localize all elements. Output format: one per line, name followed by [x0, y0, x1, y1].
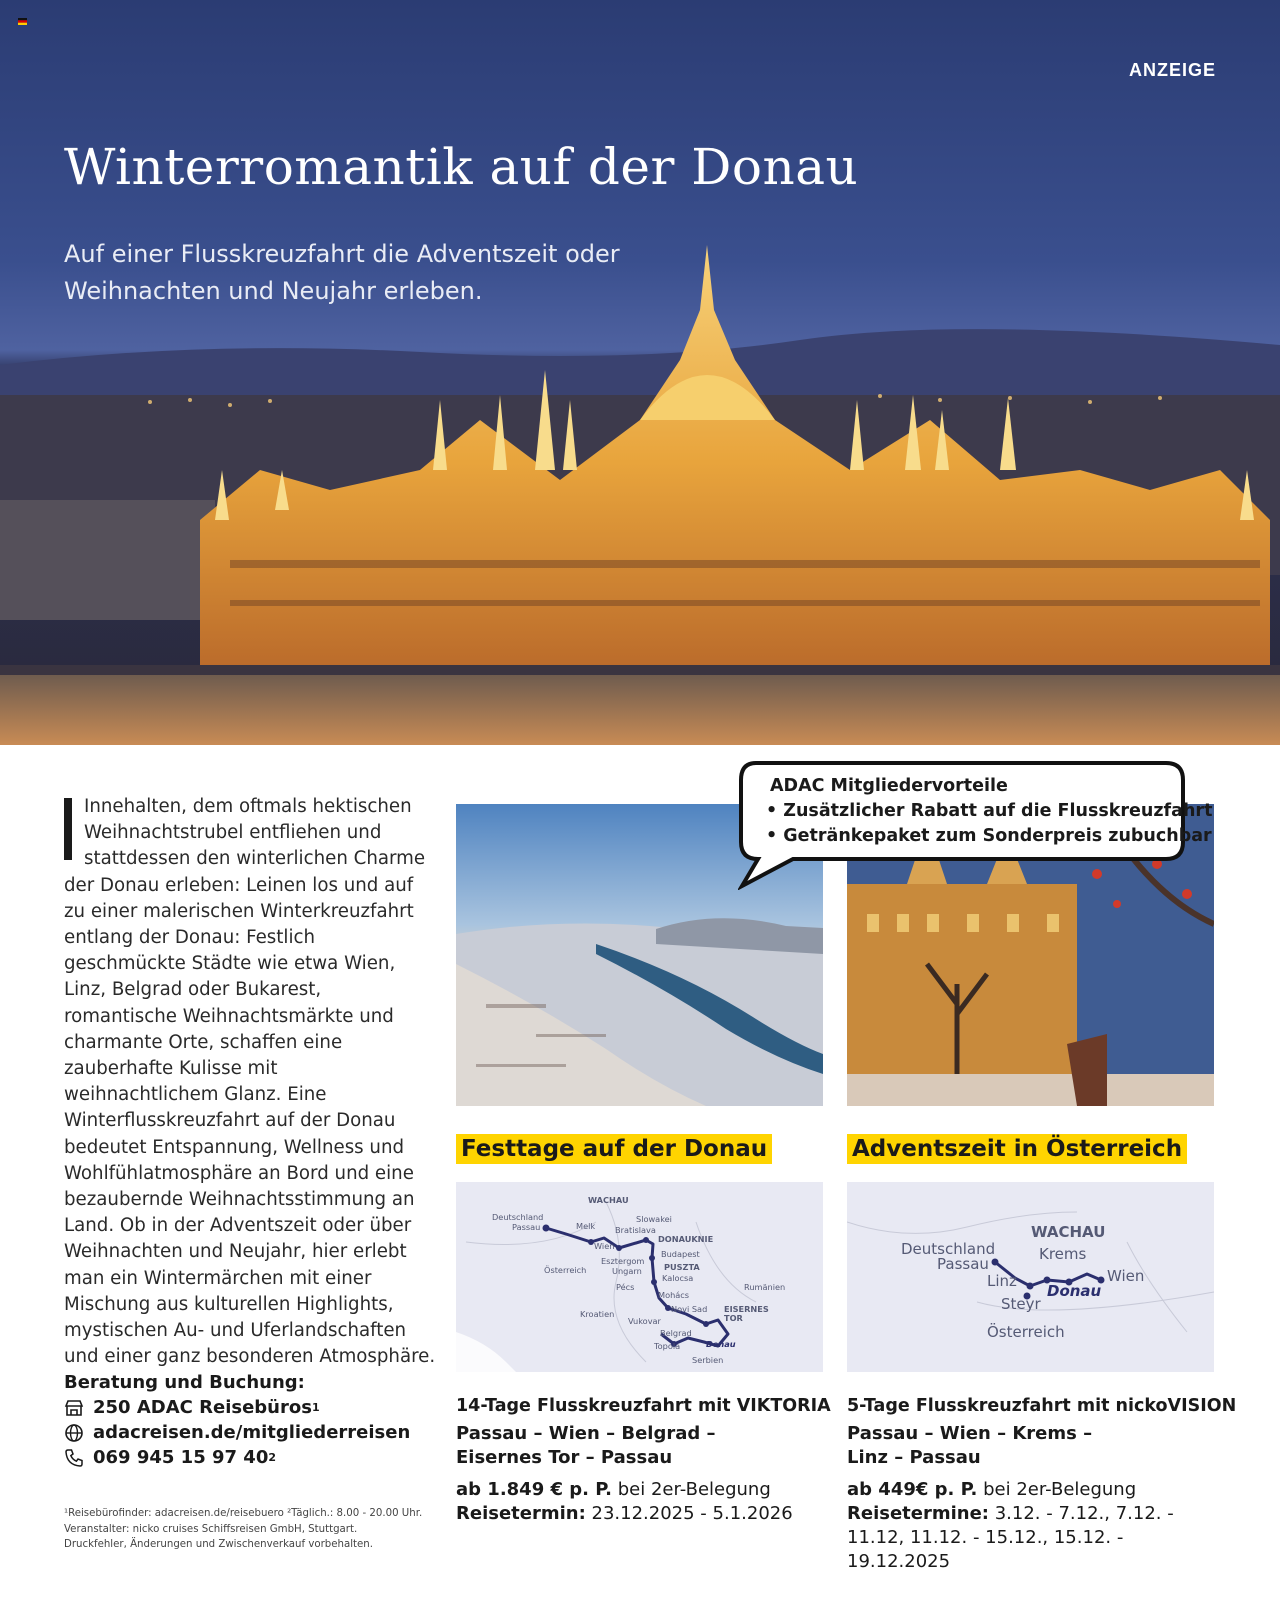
offer-viktoria[interactable]	[456, 1396, 836, 1526]
map-label: Krems	[1039, 1245, 1087, 1263]
offer-price-note: bei 2er-Belegung	[977, 1479, 1137, 1500]
map-label: Rumänien	[744, 1282, 786, 1292]
booking-offices[interactable]	[64, 1395, 444, 1420]
article-text: Innehalten, dem oftmals hektischen Weihnachtstrubel entfliehen und stattdessen den winterlichen Charme der Donau erleben: Leinen los und auf zu einer malerischen Winterkreuzfahrt entlang der Donau: Festlich geschmückte Städte wie etwa Wien, Linz, Belgrad oder Bukarest, romantische Weihnachtsmärkte und charmante Orte, schaffen eine zauberhafte Kulisse mit weihnachtlichem Glanz. Eine Winterflusskreuzfahrt auf der Donau bedeutet Entspannung, Wellness und Wohlfühlatmosphäre an Bord und eine bezaubernde Weihnachtsstimmung an Land. Ob in der Adventszeit oder über Weihnachten und Neujahr, hier erlebt man ein Wintermärchen mit einer Mischung aus kulturellen Highlights, mystischen Au- und Uferlandschaften und einer ganz besonderen Atmosphäre.	[64, 796, 436, 1368]
offer-dates-label: Reisetermin:	[456, 1503, 586, 1524]
map-label: Belgrad	[660, 1328, 692, 1338]
phone-icon	[64, 1448, 84, 1468]
map-label: PUSZTA	[664, 1262, 700, 1272]
map-label: Novi Sad	[671, 1304, 708, 1314]
offer-price: ab 1.849 € p. P.	[456, 1479, 613, 1500]
offer-price-line	[847, 1478, 1227, 1574]
offer-route: Passau – Wien – Belgrad –	[456, 1423, 716, 1444]
offer-price-line	[456, 1478, 836, 1526]
map-label: Budapest	[661, 1249, 700, 1259]
benefit-item: • Getränkepaket zum Sonderpreis zubuchbar	[766, 826, 1212, 846]
offer-route: Passau – Wien – Krems –	[847, 1423, 1093, 1444]
drop-cap-bar	[64, 798, 72, 860]
map-label: EISERNES	[724, 1304, 769, 1314]
booking-info	[64, 1372, 444, 1470]
map-label: Mohács	[658, 1290, 690, 1300]
page-subtitle: Auf einer Flusskreuzfahrt die Adventszeit oder Weihnachten und Neujahr erleben.	[64, 240, 620, 305]
offer-dates: 3.12. - 7.12., 7.12. - 11.12, 11.12. - 15.12., 15.12. - 19.12.2025	[847, 1503, 1174, 1572]
offer-dates-label: Reisetermine:	[847, 1503, 989, 1524]
offer-price: ab 449€ p. P.	[847, 1479, 978, 1500]
map-label: Kalocsa	[662, 1273, 694, 1283]
offer-nickovision[interactable]	[847, 1396, 1237, 1574]
map-label: WACHAU	[1031, 1223, 1106, 1241]
map-label: Bratislava	[615, 1225, 656, 1235]
footnote	[64, 1506, 444, 1553]
map-label: WACHAU	[588, 1195, 629, 1205]
map-label: Serbien	[692, 1355, 724, 1365]
booking-phone-link[interactable]	[64, 1445, 444, 1470]
map-label: Pécs	[616, 1282, 635, 1292]
map-label: Linz	[987, 1272, 1017, 1290]
map-label: Deutschland	[492, 1212, 544, 1222]
map-label: Deutschland	[901, 1240, 996, 1258]
benefits-title: ADAC Mitgliedervorteile	[770, 776, 1008, 796]
map-label: Österreich	[987, 1323, 1065, 1341]
section-title-festtage: Festtage auf der Donau	[456, 1134, 772, 1164]
map-label: Vukovar	[628, 1316, 661, 1326]
route-map-donau	[456, 1182, 823, 1372]
footnote-line: Druckfehler, Änderungen und Zwischenverkauf vorbehalten.	[64, 1539, 374, 1550]
map-label: Wien	[1107, 1267, 1145, 1285]
parliament-night-photo	[0, 0, 1280, 745]
map-label: Ungarn	[612, 1266, 642, 1276]
map-label: Steyr	[1001, 1295, 1041, 1313]
map-label: Wien	[594, 1241, 615, 1251]
map-label: Donau	[706, 1339, 736, 1349]
map-label: Passau	[937, 1255, 989, 1273]
map-label: Donau	[1047, 1282, 1102, 1300]
map-label: Slowakei	[636, 1214, 672, 1224]
booking-url: adacreisen.de/mitgliederreisen	[93, 1422, 411, 1443]
offer-dates: 23.12.2025 - 5.1.2026	[585, 1503, 793, 1524]
booking-website-link[interactable]	[64, 1420, 444, 1445]
offer-heading: 5-Tage Flusskreuzfahrt mit nickoVISION	[847, 1396, 1237, 1416]
offer-price-note: bei 2er-Belegung	[612, 1479, 771, 1500]
benefit-item: • Zusätzlicher Rabatt auf die Flusskreuzfahrt	[766, 801, 1213, 821]
hero-image	[0, 0, 1280, 745]
offer-heading: 14-Tage Flusskreuzfahrt mit VIKTORIA	[456, 1396, 831, 1416]
advertisement-label: ANZEIGE	[1128, 60, 1216, 80]
member-benefits-callout	[738, 760, 1213, 849]
map-label: Österreich	[544, 1265, 587, 1275]
booking-offices-text: 250 ADAC Reisebüros	[93, 1397, 312, 1418]
article-body	[64, 794, 436, 1370]
map-label: Topola	[654, 1341, 681, 1351]
route-map-oesterreich	[847, 1182, 1214, 1372]
map-label: DONAUKNIE	[658, 1234, 714, 1244]
map-label: TOR	[724, 1313, 743, 1323]
footnote-line: ¹Reisebürofinder: adacreisen.de/reisebuero ²Täglich.: 8.00 - 20.00 Uhr.	[64, 1508, 423, 1519]
page-title: Winterromantik auf der Donau	[64, 138, 859, 196]
offer-route: Linz – Passau	[847, 1447, 981, 1468]
map-label: Melk	[576, 1221, 596, 1231]
store-icon	[64, 1398, 84, 1418]
footnote-ref-1: 1	[311, 1401, 320, 1414]
offer-route: Eisernes Tor – Passau	[456, 1447, 673, 1468]
map-label: Esztergom	[601, 1256, 645, 1266]
flag-icon	[18, 18, 27, 25]
globe-icon	[64, 1423, 84, 1443]
section-title-adventszeit: Adventszeit in Österreich	[847, 1134, 1187, 1164]
footnote-line: Veranstalter: nicko cruises Schiffsreisen GmbH, Stuttgart.	[64, 1523, 358, 1535]
booking-phone: 069 945 15 97 40	[93, 1447, 269, 1468]
map-label: Passau	[512, 1222, 541, 1232]
booking-heading: Beratung und Buchung:	[64, 1372, 305, 1393]
footnote-ref-2: 2	[268, 1451, 277, 1464]
map-label: Kroatien	[580, 1309, 615, 1319]
